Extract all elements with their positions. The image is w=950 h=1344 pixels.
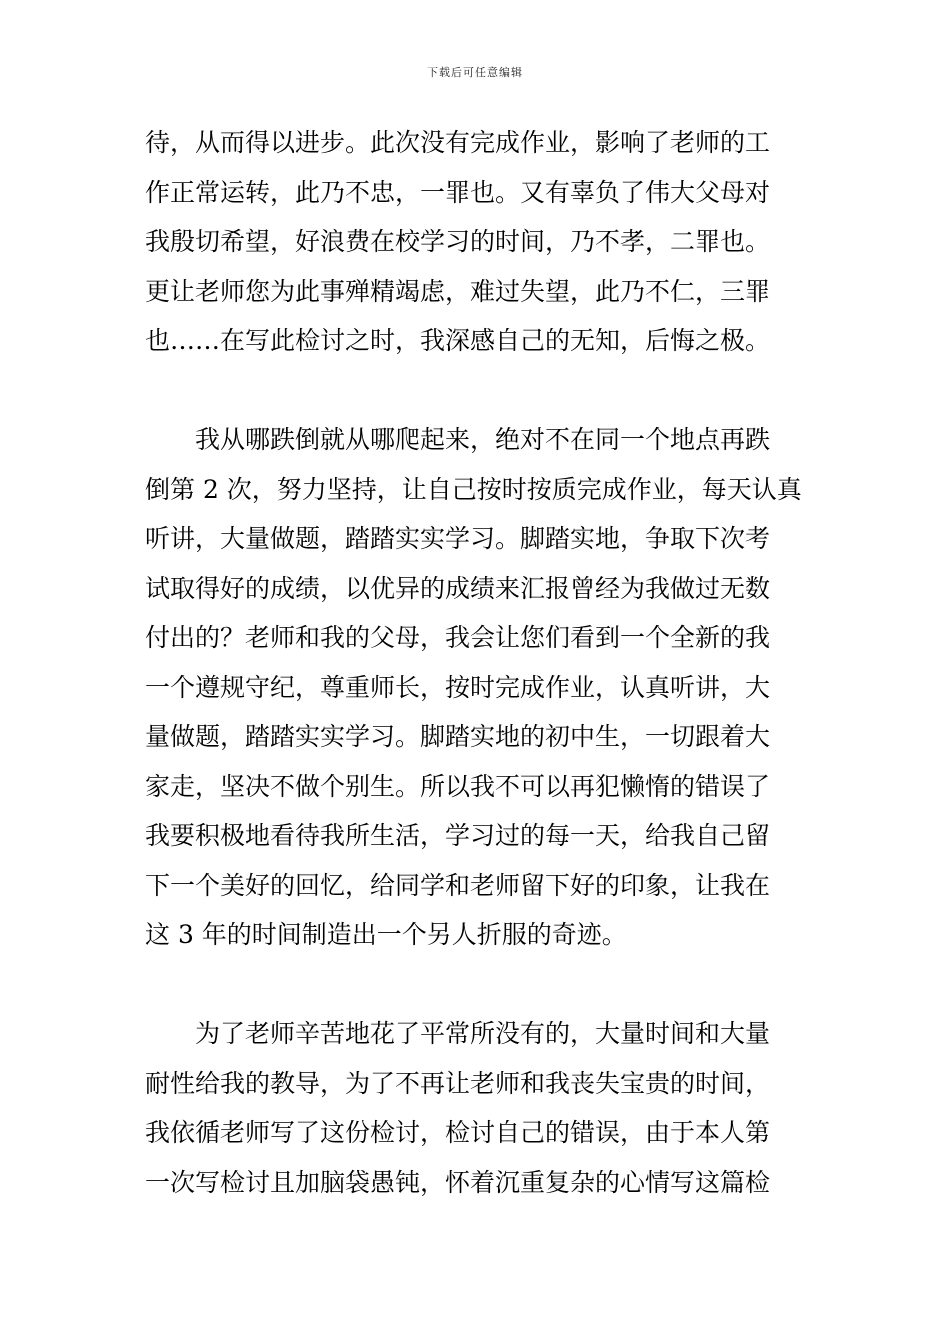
text-line: 听讲，大量做题，踏踏实实学习。脚踏实地，争取下次考 <box>145 524 771 553</box>
paragraph-1 <box>145 118 810 366</box>
text-line: 我从哪跌倒就从哪爬起来，绝对不在同一个地点再跌 <box>145 425 771 454</box>
paragraph-2 <box>145 415 810 960</box>
text-line: 一次写检讨且加脑袋愚钝，怀着沉重复杂的心情写这篇检 <box>145 1167 771 1197</box>
text-line: 耐性给我的教导，为了不再让老师和我丧失宝贵的时间， <box>145 1068 771 1098</box>
text-line: 为了老师辛苦地花了平常所没有的，大量时间和大量 <box>145 1019 771 1048</box>
text-line: 我依循老师写了这份检讨，检讨自己的错误，由于本人第 <box>145 1118 771 1147</box>
text-line: 试取得好的成绩，以优异的成绩来汇报曾经为我做过无数 <box>145 573 771 603</box>
text-line: 我殷切希望，好浪费在校学习的时间，乃不孝，二罪也。 <box>145 227 771 256</box>
text-line: 量做题，踏踏实实学习。脚踏实地的初中生，一切跟着大 <box>145 722 771 751</box>
text-line: 我要积极地看待我所生活，学习过的每一天，给我自己留 <box>145 821 771 850</box>
text-line: 倒第 2 次，努力坚持，让自己按时按质完成作业，每天认真 <box>145 474 802 504</box>
text-line: 待，从而得以进步。此次没有完成作业，影响了老师的工 <box>145 128 771 157</box>
text-line: 一个遵规守纪，尊重师长，按时完成作业，认真听讲，大 <box>145 672 771 702</box>
text-line: 家走，坚决不做个别生。所以我不可以再犯懒惰的错误了 <box>145 771 771 801</box>
text-line: 这 3 年的时间制造出一个另人折服的奇迹。 <box>145 920 627 949</box>
text-line: 付出的？老师和我的父母，我会让您们看到一个全新的我 <box>145 623 771 652</box>
paragraph-gap <box>145 960 810 1010</box>
text-line: 也……在写此检讨之时，我深感自己的无知，后悔之极。 <box>145 326 771 355</box>
paragraph-gap <box>145 366 810 416</box>
document-body <box>145 118 810 1207</box>
text-line: 下一个美好的回忆，给同学和老师留下好的印象，让我在 <box>145 870 771 900</box>
page-header: 下载后可任意编辑 <box>427 66 523 79</box>
text-line: 作正常运转，此乃不忠，一罪也。又有辜负了伟大父母对 <box>145 177 771 207</box>
text-line: 更让老师您为此事殚精竭虑，难过失望，此乃不仁，三罪 <box>145 276 771 306</box>
paragraph-3 <box>145 1009 810 1207</box>
